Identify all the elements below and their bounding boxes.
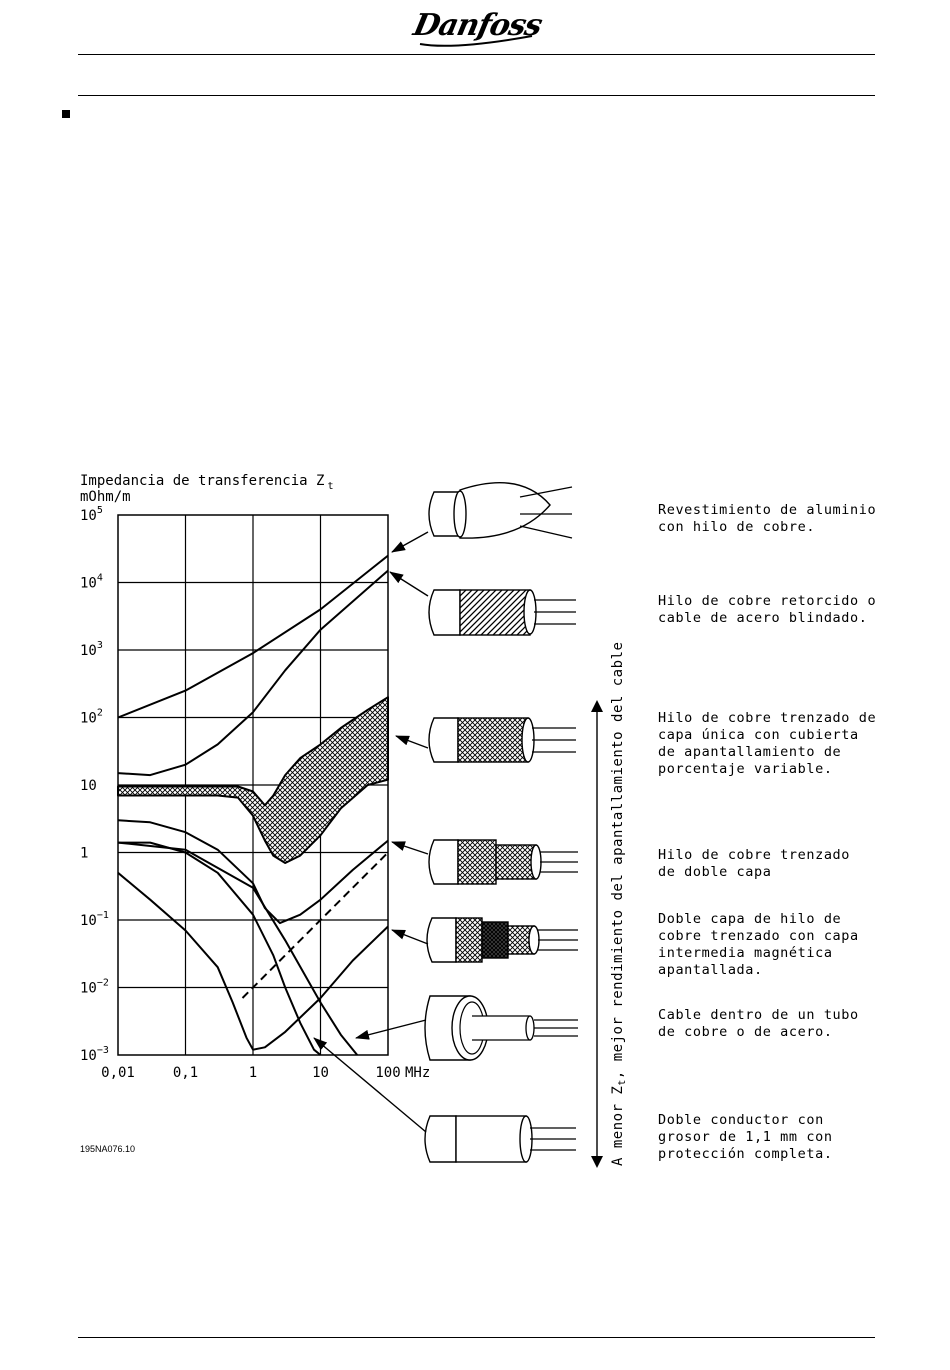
description-tube [658, 1007, 859, 1040]
y-tick-label: $10^{-3}$ [80, 1045, 109, 1064]
pointer-arrows [314, 532, 431, 1132]
svg-text:intermedia magnética: intermedia magnética [658, 945, 833, 961]
cable-double-conductor-icon [425, 1116, 576, 1162]
y-tick-label: $10^3$ [80, 640, 103, 659]
cable-twisted-wire-icon [429, 590, 576, 635]
svg-text:cobre trenzado con capa: cobre trenzado con capa [658, 928, 859, 944]
cable-tube-icon [425, 996, 578, 1060]
cable-magnetic-braid-icon [427, 918, 578, 962]
svg-text:apantallada.: apantallada. [658, 962, 763, 978]
svg-text:Revestimiento de aluminio: Revestimiento de aluminio [658, 502, 877, 518]
y-tick-label: $10^2$ [80, 707, 103, 727]
description-double-conductor [658, 1112, 833, 1162]
y-tick-label: 1 [80, 845, 89, 862]
svg-text:de cobre o de acero.: de cobre o de acero. [658, 1024, 833, 1040]
cable-illustrations [425, 483, 578, 1162]
svg-text:Doble conductor con: Doble conductor con [658, 1112, 824, 1128]
brand-name: Danfoss [410, 8, 545, 43]
description-double-braid [658, 847, 850, 880]
cable-descriptions [658, 502, 876, 1162]
side-axis-label: A menor $Z_t$, mejor rendimiento del apantallamiento del cable [610, 641, 628, 1166]
chart-title: Impedancia de transferencia Z $_t$ [80, 473, 334, 492]
svg-text:de apantallamiento de: de apantallamiento de [658, 744, 842, 760]
y-axis-unit: mOhm/m [80, 489, 131, 505]
figure-code: 195NA076.10 [80, 1144, 136, 1154]
svg-text:capa única con cubierta: capa única con cubierta [658, 727, 859, 743]
x-tick-label: 0,01 [101, 1065, 135, 1081]
description-twisted [658, 593, 876, 626]
x-tick-label: 10 [312, 1065, 329, 1081]
svg-text:de doble capa: de doble capa [658, 864, 772, 880]
svg-text:Hilo de cobre trenzado: Hilo de cobre trenzado [658, 847, 851, 863]
svg-text:porcentaje variable.: porcentaje variable. [658, 761, 833, 777]
y-tick-label: $10^5$ [80, 505, 103, 524]
svg-text:cable de acero blindado.: cable de acero blindado. [658, 610, 868, 626]
description-single-braid [658, 710, 876, 777]
svg-text:con hilo de cobre.: con hilo de cobre. [658, 519, 816, 535]
x-tick-label: 100 [375, 1065, 401, 1081]
shielding-performance-axis [591, 642, 628, 1168]
y-tick-label: $10^{-2}$ [80, 977, 109, 997]
x-tick-label: 1 [248, 1065, 258, 1081]
y-tick-label: $10^4$ [80, 572, 103, 592]
series-line-4 [243, 853, 389, 999]
description-magnetic-braid [658, 911, 859, 978]
svg-text:Doble capa de hilo de: Doble capa de hilo de [658, 911, 842, 927]
svg-text:Hilo de cobre trenzado de: Hilo de cobre trenzado de [658, 710, 877, 726]
svg-text:Cable dentro de un tubo: Cable dentro de un tubo [658, 1007, 859, 1023]
svg-text:protección completa.: protección completa. [658, 1146, 833, 1162]
series-line-7 [118, 843, 357, 1055]
description-aluminium [658, 502, 876, 535]
svg-text:grosor de 1,1 mm con: grosor de 1,1 mm con [658, 1129, 833, 1145]
y-tick-labels [80, 505, 109, 1064]
cable-aluminium-foil-icon [429, 483, 572, 538]
cable-double-braid-icon [429, 840, 578, 884]
x-tick-label: 0,1 [172, 1065, 199, 1081]
svg-text:Hilo de cobre retorcido o: Hilo de cobre retorcido o [658, 593, 877, 609]
x-axis-unit: MHz [405, 1065, 431, 1081]
y-tick-label: $10^{-1}$ [80, 910, 109, 929]
cable-single-braid-icon [429, 718, 576, 762]
y-tick-label: 10 [80, 778, 97, 794]
